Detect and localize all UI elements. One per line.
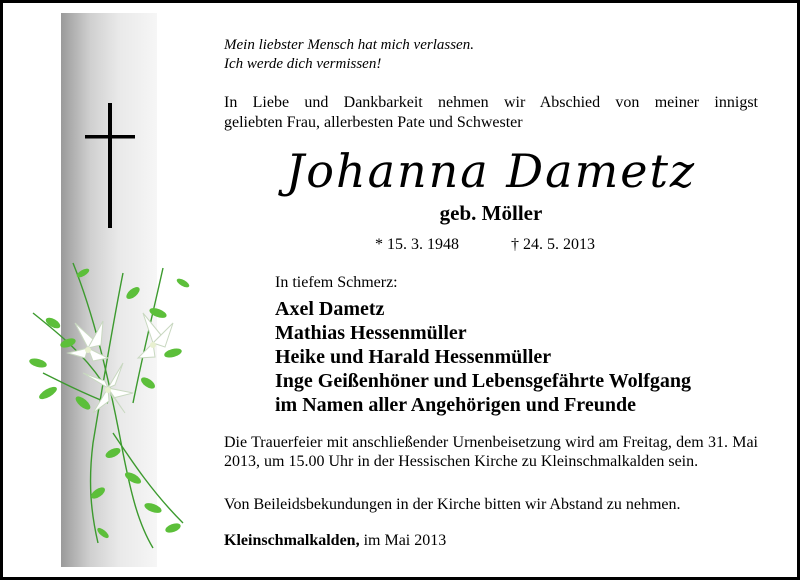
condolence-notice: Von Beileidsbekundungen in der Kirche bitten wir Abstand zu nehmen. bbox=[224, 496, 681, 513]
death-date: † 24. 5. 2013 bbox=[511, 236, 595, 253]
cross-icon bbox=[81, 103, 141, 228]
place-date: im Mai 2013 bbox=[359, 532, 447, 549]
intro-line: In Liebe und Dankbarkeit nehmen wir Abschied von meiner innigst bbox=[224, 94, 758, 111]
mourner-name: Inge Geißenhöner und Lebensgefährte Wolfgang bbox=[275, 370, 691, 392]
birth-date: * 15. 3. 1948 bbox=[375, 236, 459, 253]
intro-line: geliebten Frau, allerbesten Pate und Schwester bbox=[224, 114, 523, 131]
place-town: Kleinschmalkalden, bbox=[224, 532, 360, 549]
mourner-name: Mathias Hessenmüller bbox=[275, 322, 467, 344]
intro-text bbox=[224, 93, 758, 133]
maiden-name: geb. Möller bbox=[439, 201, 543, 225]
mourners-label: In tiefem Schmerz: bbox=[275, 274, 398, 291]
motto-line: Mein liebster Mensch hat mich verlassen. bbox=[224, 37, 474, 53]
mourner-name: Heike und Harald Hessenmüller bbox=[275, 346, 552, 368]
life-dates bbox=[375, 235, 595, 255]
lily-flowers-icon bbox=[13, 253, 203, 553]
motto-line: Ich werde dich vermissen! bbox=[224, 56, 382, 72]
motto bbox=[224, 36, 474, 74]
mourner-name: Axel Dametz bbox=[275, 298, 385, 320]
deceased-name: Johanna Dametz bbox=[285, 144, 697, 198]
mourner-name: im Namen aller Angehörigen und Freunde bbox=[275, 394, 636, 416]
mourners-list bbox=[275, 297, 691, 417]
place-and-date bbox=[224, 531, 446, 550]
funeral-notice: Die Trauerfeier mit anschließender Urnenbeisetzung wird am Freitag, dem 31. Mai 2013, um 15.00 Uhr in der Hessischen Kirche zu Kleinschmalkalden sein. bbox=[224, 434, 758, 470]
